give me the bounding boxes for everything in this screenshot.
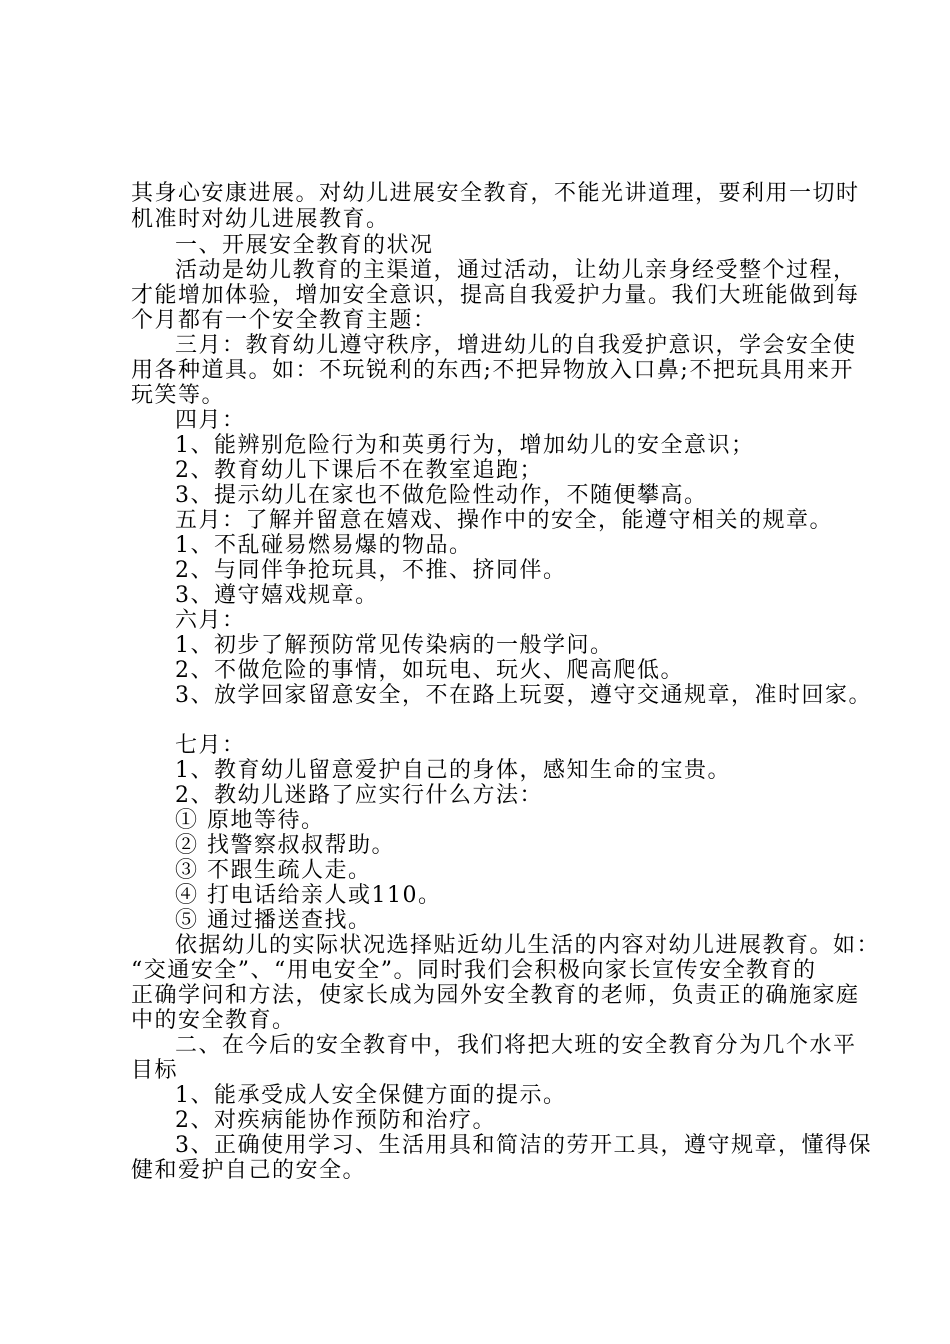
paragraph-line: 玩笑等。 [131,383,226,408]
list-item: 3、正确使用学习、生活用具和简洁的劳开工具，遵守规章，懂得保 [175,1133,872,1158]
paragraph-line: 个月都有一个安全教育主题： [131,308,437,333]
list-item: 1、能辨别危险行为和英勇行为，增加幼儿的安全意识； [175,433,755,458]
list-item: 健和爱护自己的安全。 [131,1158,367,1183]
list-item: 3、放学回家留意安全，不在路上玩耍，遵守交通规章，准时回家。 [175,683,872,708]
paragraph-line: 活动是幼儿教育的主渠道，通过活动，让幼儿亲身经受整个过程， [175,258,857,283]
list-item: 2、不做危险的事情，如玩电、玩火、爬高爬低。 [175,658,684,683]
numbered-step: ④ 打电话给亲人或110。 [175,883,442,908]
list-item: 1、初步了解预防常见传染病的一般学问。 [175,633,614,658]
list-item: 2、对疾病能协作预防和治疗。 [175,1108,496,1133]
list-item: 1、能承受成人安全保健方面的提示。 [175,1083,567,1108]
paragraph-line: 三月：教育幼儿遵守秩序，增进幼儿的自我爱护意识，学会安全使 [175,333,857,358]
paragraph-line: 中的安全教育。 [131,1008,296,1033]
month-heading: 四月： [175,408,246,433]
section-heading: 二、在今后的安全教育中，我们将把大班的安全教育分为几个水平 [175,1033,857,1058]
list-item: 3、遵守嬉戏规章。 [175,583,379,608]
month-heading: 七月： [175,733,246,758]
list-item: 2、教幼儿迷路了应实行什么方法： [175,783,543,808]
list-item: 1、不乱碰易燃易爆的物品。 [175,533,473,558]
paragraph-line: 才能增加体验，增加安全意识，提高自我爱护力量。我们大班能做到每 [131,283,860,308]
month-heading: 五月：了解并留意在嬉戏、操作中的安全，能遵守相关的规章。 [175,508,834,533]
paragraph-line: 用各种道具。如：不玩锐利的东西;不把异物放入口鼻;不把玩具用来开 [131,358,854,383]
section-heading: 目标 [131,1058,179,1083]
list-item: 3、提示幼儿在家也不做危险性动作，不随便攀高。 [175,483,708,508]
paragraph-line: “交通安全”、“用电安全”。同时我们会积极向家长宣传安全教育的 [131,958,817,983]
paragraph-line: 正确学问和方法，使家长成为园外安全教育的老师，负责正的确施家庭 [131,983,860,1008]
numbered-step: ① 原地等待。 [175,808,325,833]
numbered-step: ③ 不跟生疏人走。 [175,858,372,883]
list-item: 2、教育幼儿下课后不在教室追跑； [175,458,543,483]
paragraph-line: 机准时对幼儿进展教育。 [131,207,390,232]
numbered-step: ⑤ 通过播送查找。 [175,908,372,933]
month-heading: 六月： [175,608,246,633]
list-item: 2、与同伴争抢玩具，不推、挤同伴。 [175,558,567,583]
numbered-step: ② 找警察叔叔帮助。 [175,833,395,858]
list-item: 1、教育幼儿留意爱护自己的身体，感知生命的宝贵。 [175,758,731,783]
paragraph-line: 其身心安康进展。对幼儿进展安全教育，不能光讲道理，要利用一切时 [131,181,860,206]
paragraph-line: 依据幼儿的实际状况选择贴近幼儿生活的内容对幼儿进展教育。如： [175,933,881,958]
section-heading: 一、开展安全教育的状况 [175,233,434,258]
